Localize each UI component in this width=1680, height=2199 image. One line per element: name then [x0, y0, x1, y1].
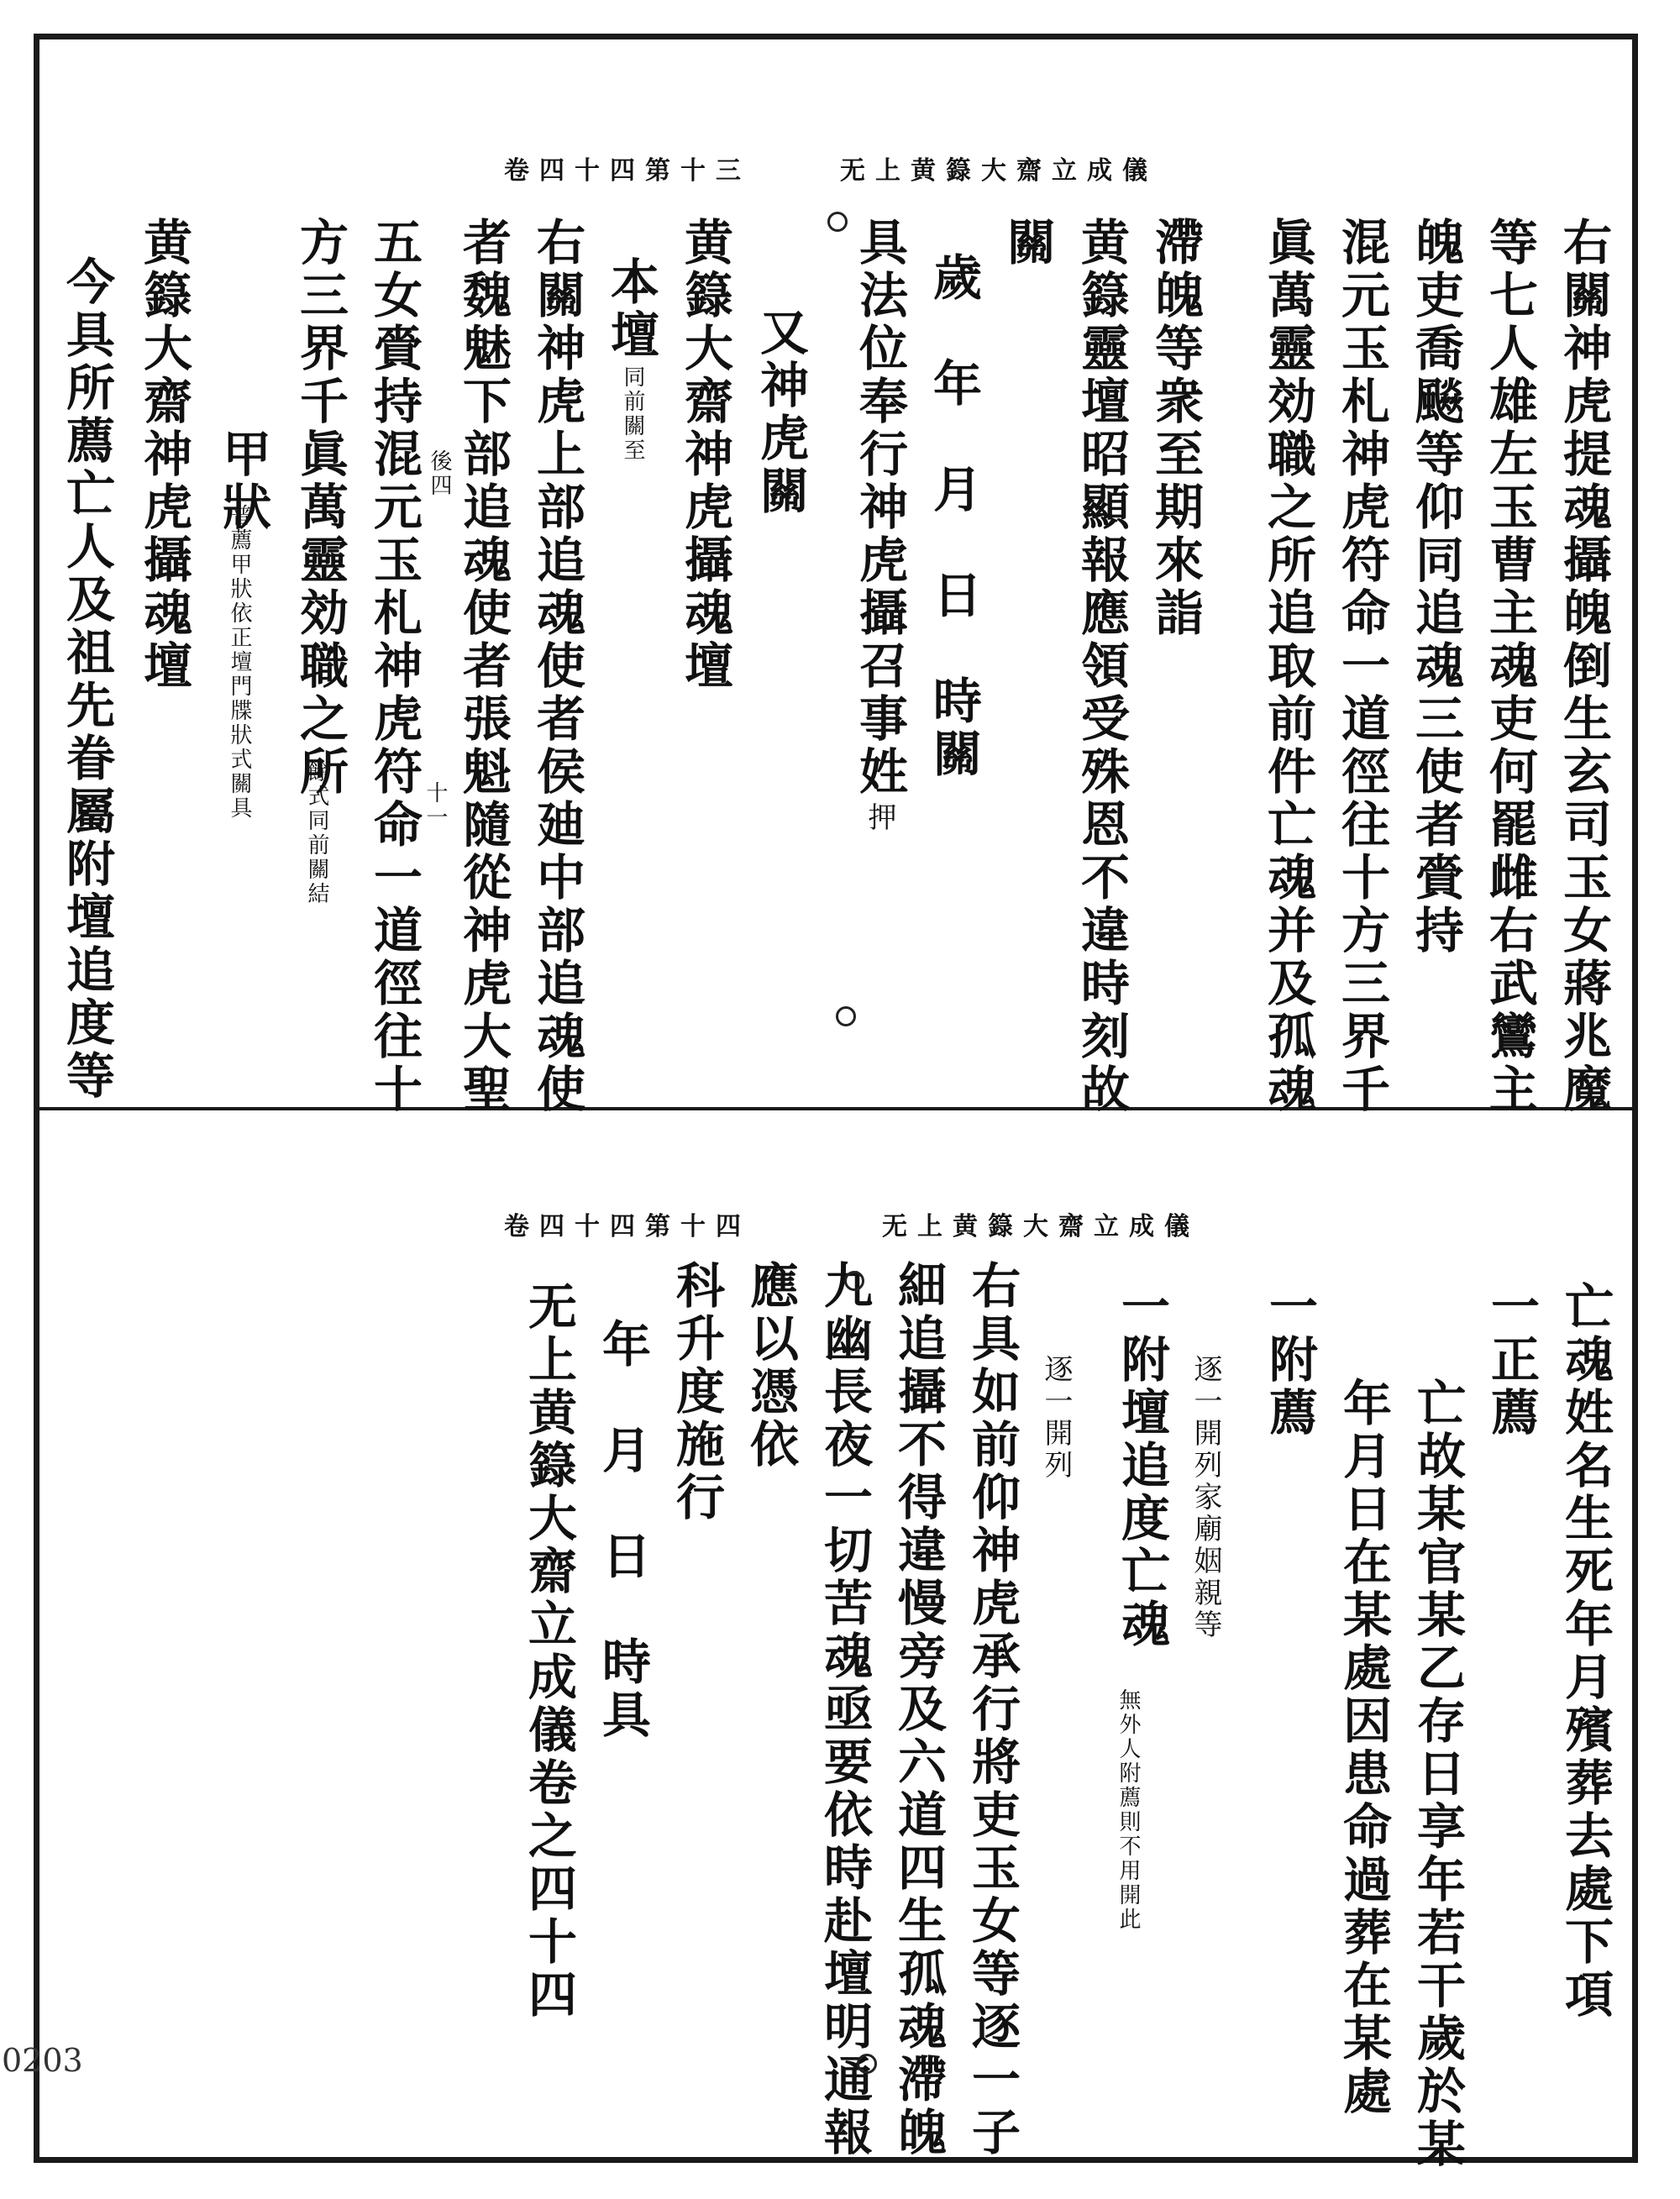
bottom-col-11: 九幽長夜一切苦魂亟要依時赴壇明通報 — [816, 1260, 873, 2160]
top-note-2: 餘式同前關結 — [304, 760, 329, 906]
top-leaf-note: 後四 — [427, 449, 452, 498]
top-col-18: 甲狀 — [214, 428, 271, 534]
bottom-running-title: 无上黄籙大齋立成儀 — [882, 1212, 1200, 1241]
top-col-20: 今具所薦亡人及祖先眷屬附壇追度等 — [58, 256, 115, 1103]
top-running-chapter: 卷四十四第十三 — [504, 156, 751, 186]
bottom-col-9: 右具如前仰神虎承行將吏玉女等逐一子 — [963, 1260, 1021, 2160]
bottom-col-6: 逐一開列家廟姻親等 — [1189, 1354, 1222, 1641]
bottom-col-7: 一附壇追度亡魂 — [1113, 1281, 1170, 1651]
top-col-14: 右關神虎上部追魂使者侯廸中部追魂使 — [528, 217, 585, 1116]
top-col-11: 又神虎關 — [752, 307, 809, 518]
top-col-6: 滯魄等衆至期來詣 — [1147, 217, 1204, 640]
top-col-8: 關 — [999, 217, 1056, 270]
half-divider — [34, 1107, 1638, 1110]
top-col-5: 眞萬靈効職之所追取前件亡魂并及孤魂 — [1259, 217, 1316, 1116]
top-col-10: 具法位奉行神虎攝召事姓 — [851, 217, 908, 799]
bottom-col-3: 亡故某官某乙存日享年若干歲於某 — [1409, 1378, 1466, 2171]
top-col-9: 歲 年 月 日 時關 — [925, 252, 982, 781]
top-note-1: 同前關至 — [620, 365, 645, 463]
bottom-col-12: 應以憑依 — [742, 1260, 799, 1472]
top-col-13: 本壇 — [602, 256, 659, 362]
punctuation-circle — [827, 212, 848, 232]
bottom-col-2: 一正薦 — [1483, 1281, 1540, 1440]
top-col-1: 右關神虎提魂攝魄倒生玄司玉女蔣兆魔 — [1555, 217, 1612, 1116]
bottom-col-8: 逐一開列 — [1039, 1354, 1073, 1482]
punctuation-circle — [836, 1006, 856, 1026]
top-col-2: 等七人雄左玉曹主魂吏何罷雌右武鸞主 — [1481, 217, 1538, 1116]
bottom-col-15: 无上黄籙大齋立成儀卷之四十四 — [520, 1281, 577, 2022]
bottom-col-5: 一附薦 — [1261, 1281, 1318, 1440]
bottom-col-10: 細追攝不得違慢旁及六道四生孤魂滯魄 — [890, 1260, 947, 2160]
top-col-19: 黄籙大齋神虎攝魂壇 — [135, 217, 192, 693]
top-leaf-mark: 十一 — [423, 781, 448, 830]
top-note-3: 普薦甲狀依正壇門牒狀式關具 — [227, 504, 252, 821]
bottom-note-1: 無外人附薦則不用開此 — [1116, 1688, 1141, 1932]
top-col-3: 魄吏喬飈等仰同追魂三使者賫持 — [1407, 217, 1464, 958]
bottom-col-14: 年 月 日 時具 — [594, 1319, 651, 1742]
page-number: 0203 — [2, 2042, 83, 2079]
punctuation-circle — [844, 1271, 864, 1291]
top-sign-mark: 押 — [863, 802, 896, 834]
top-col-7: 黄籙靈壇昭顯報應領受殊恩不違時刻故 — [1073, 217, 1130, 1116]
bottom-col-4: 年月日在某處因患命過葬在某處 — [1335, 1378, 1392, 2118]
punctuation-circle — [857, 2054, 877, 2074]
bottom-col-1: 亡魂姓名生死年月殯葬去處下項 — [1557, 1281, 1614, 2022]
top-col-4: 混元玉札神虎符命一道徑往十方三界千 — [1333, 217, 1390, 1116]
top-col-12: 黄籙大齋神虎攝魂壇 — [676, 217, 733, 693]
top-col-15: 者魏魅下部追魂使者張魁隨從神虎大聖 — [454, 217, 512, 1116]
top-col-17: 方三界千眞萬靈効職之所 — [291, 217, 349, 799]
top-col-16: 五女賫持混元玉札神虎符命一道徑往十 — [365, 217, 423, 1116]
bottom-col-13: 科升度施行 — [668, 1260, 725, 1525]
bottom-running-chapter: 卷四十四第十四 — [504, 1212, 751, 1241]
top-running-title: 无上黄籙大齋立成儀 — [840, 156, 1158, 186]
